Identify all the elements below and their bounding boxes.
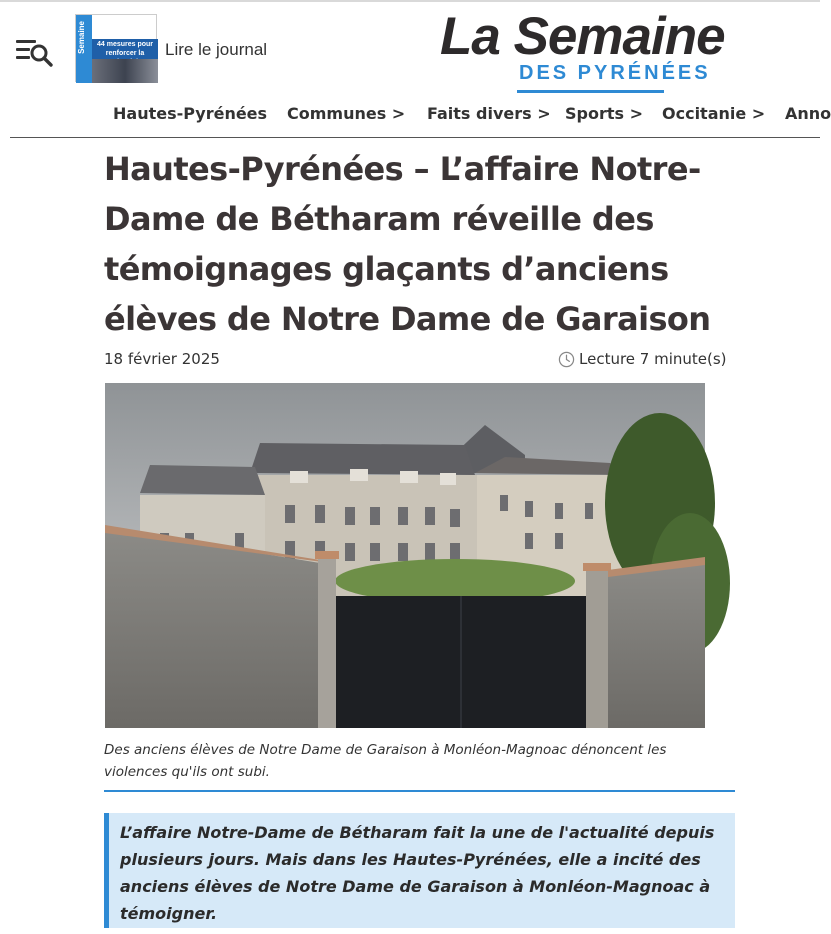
logo-sub-text: DES PYRÉNÉES — [519, 62, 711, 84]
logo-underline — [517, 90, 664, 93]
article-date: 18 février 2025 — [104, 350, 220, 368]
journal-cover-thumbnail[interactable] — [75, 14, 157, 82]
journal-cover-side-text: Semaine — [77, 21, 86, 54]
article-photo — [105, 383, 705, 728]
nav-item-hautes-pyrenees[interactable]: Hautes-Pyrénées — [113, 104, 268, 123]
nav-item-sports[interactable]: Sports > — [565, 104, 644, 123]
journal-cover-photo — [92, 59, 158, 83]
menu-search-button[interactable] — [14, 34, 56, 70]
logo-main-text: La Semaine — [440, 7, 725, 66]
nav-divider — [10, 137, 820, 138]
nav-item-annonces[interactable]: Anno — [785, 104, 831, 123]
article-title: Hautes-Pyrénées – L’affaire Notre-Dame de Bétharam réveille des témoignages glaçants d’anciens élèves de Notre Dame de Garaison — [104, 150, 711, 338]
clock-icon — [558, 351, 575, 368]
menu-search-icon — [14, 34, 56, 70]
read-time-label: Lecture 7 minute(s) — [579, 350, 727, 368]
journal-cover-headline: 44 mesures pour renforcer la — [92, 39, 158, 59]
nav-item-occitanie[interactable]: Occitanie > — [662, 104, 766, 123]
site-logo[interactable] — [440, 6, 750, 98]
article-lead: L’affaire Notre-Dame de Bétharam fait la une de l'actualité depuis plusieurs jours. Mais dans les Hautes-Pyrénées, elle a incité des anciens élèves de Notre Dame de Garaison à Monléon-Magnoac à témoigner. — [104, 813, 735, 928]
site-header — [0, 2, 820, 96]
read-journal-link[interactable]: Lire le journal — [165, 40, 268, 59]
photo-caption: Des anciens élèves de Notre Dame de Garaison à Monléon-Magnoac dénoncent les violences qu'ils ont subi. — [104, 742, 667, 780]
read-time — [558, 350, 736, 368]
caption-divider — [104, 790, 735, 792]
nav-item-faits-divers[interactable]: Faits divers > — [427, 104, 551, 123]
nav-item-communes[interactable]: Communes > — [287, 104, 406, 123]
main-nav — [0, 96, 831, 132]
